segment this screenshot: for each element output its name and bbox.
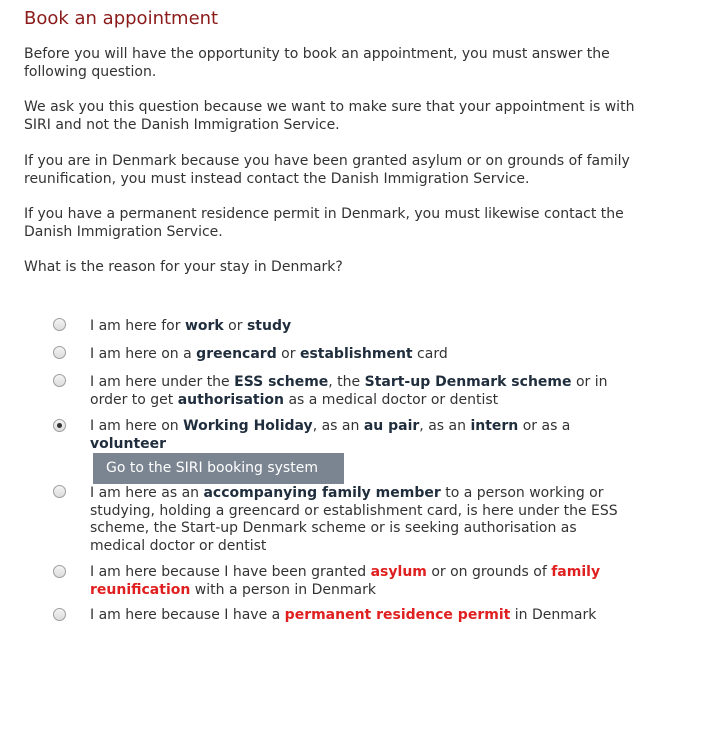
option-text-part: I am here under the — [90, 374, 235, 390]
option-text-part: I am here because I have been granted — [90, 564, 371, 580]
option-text-part: volunteer — [90, 435, 167, 452]
reason-label-working-holiday[interactable] — [90, 418, 630, 453]
siri-booking-button[interactable]: Go to the SIRI booking system — [93, 453, 344, 484]
option-text-part: au pair — [363, 418, 420, 434]
option-text-part: , the — [328, 374, 365, 390]
option-text-part: establishment — [299, 346, 413, 362]
option-text-part: work — [184, 318, 224, 334]
question-text: What is the reason for your stay in Denmark? — [24, 259, 343, 275]
option-text-part: as a medical doctor or dentist — [284, 391, 499, 408]
option-text-part: ESS scheme — [234, 374, 329, 390]
reason-radio-family-member[interactable] — [53, 485, 66, 498]
option-text-part: or — [276, 346, 300, 362]
option-text-part: or on grounds of — [426, 564, 552, 580]
option-text-part: intern — [470, 418, 519, 434]
option-text-part: or in order to get — [90, 374, 608, 408]
option-text-part: , as an — [312, 418, 364, 434]
reason-label-greencard[interactable] — [90, 346, 630, 364]
option-text-part: or — [223, 318, 247, 334]
option-text-part: accompanying family member — [203, 485, 441, 501]
option-text-part: I am here because I have a — [90, 607, 285, 623]
option-text-part: , as an — [419, 418, 471, 434]
intro-paragraph-3: If you are in Denmark because you have been granted asylum or on grounds of family reunification, you must instead contact the Danish Immigration Service. — [24, 153, 630, 187]
reason-radio-permanent-residence[interactable] — [53, 608, 66, 621]
reason-radio-ess-scheme[interactable] — [53, 374, 66, 387]
option-text-part: study — [246, 318, 292, 334]
option-text-part: I am here on — [90, 418, 184, 434]
reason-radio-greencard[interactable] — [53, 346, 66, 359]
option-text-part: I am here as an — [90, 485, 204, 501]
intro-paragraph-4: If you have a permanent residence permit in Denmark, you must likewise contact the Danish Immigration Service. — [24, 206, 624, 240]
reason-radio-working-holiday[interactable] — [53, 419, 66, 432]
option-text-part: in Denmark — [510, 607, 597, 623]
reason-label-permanent-residence[interactable] — [90, 607, 630, 625]
option-text-part: to a person working or studying, holding a greencard or establishment card, is here under the ESS scheme, the Start-up Denmark scheme or is seeking authorisation as medical doctor or dentist — [90, 485, 618, 554]
option-text-part: I am here on a — [90, 346, 197, 362]
option-text-part: authorisation — [177, 391, 284, 408]
option-text-part: permanent residence permit — [284, 607, 511, 623]
reason-radio-asylum[interactable] — [53, 565, 66, 578]
reason-radio-work-study[interactable] — [53, 318, 66, 331]
option-text-part: with a person in Denmark — [190, 581, 376, 598]
option-text-part: greencard — [196, 346, 277, 362]
reason-label-family-member[interactable] — [90, 485, 630, 555]
page-title: Book an appointment — [24, 8, 219, 29]
reason-label-work-study[interactable] — [90, 318, 630, 336]
intro-paragraph-2: We ask you this question because we want to make sure that your appointment is with SIRI and not the Danish Immigration Service. — [24, 99, 635, 133]
option-text-part: card — [412, 346, 448, 362]
option-text-part: or as a — [518, 418, 571, 434]
reason-label-ess-scheme[interactable] — [90, 374, 630, 409]
intro-paragraph-1: Before you will have the opportunity to book an appointment, you must answer the following question. — [24, 46, 610, 80]
option-text-part: Working Holiday — [183, 418, 313, 434]
option-text-part: family reunification — [90, 564, 601, 598]
option-text-part: I am here for — [90, 318, 185, 334]
option-text-part: asylum — [370, 564, 427, 580]
option-text-part: Start-up Denmark scheme — [364, 374, 572, 390]
reason-label-asylum[interactable] — [90, 564, 630, 599]
